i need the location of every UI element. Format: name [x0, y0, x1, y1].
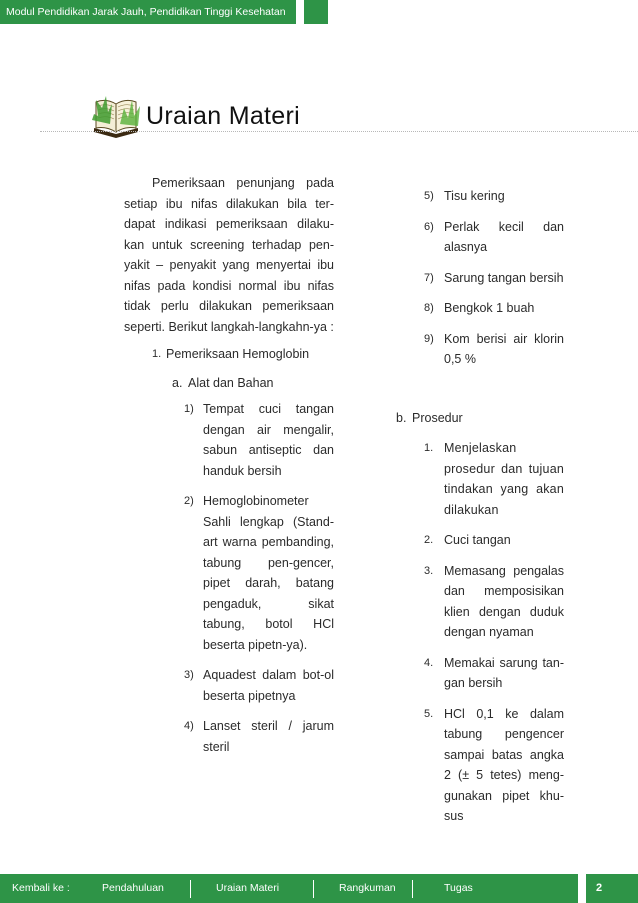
- item-number: 4): [184, 720, 194, 732]
- nav-separator: [190, 880, 191, 898]
- step-number: 2.: [424, 534, 434, 546]
- list-item: [424, 217, 564, 258]
- nav-link-uraian-materi[interactable]: Uraian Materi: [216, 882, 280, 894]
- intro-paragraph: Pemeriksaan penunjang pada setiap ibu nifas dilakukan bila ter-dapat indikasi pemeriksaan dilaku-kan untuk screening terhadap pen-yakit – penyakit yang menyertai ibu nifas pada kondisi normal ibu nifas tidak perlu dilakukan pemeriksaan seperti. Berikut langkah-langkahn-ya :: [124, 176, 334, 334]
- list-item: [424, 186, 564, 207]
- item-number: 1): [184, 403, 194, 415]
- step-text: Memasang pengalas dan memposisikan klien dengan duduk dengan nyaman: [444, 563, 564, 639]
- nav-link-pendahuluan[interactable]: Pendahuluan: [102, 882, 164, 894]
- nav-separator: [313, 880, 314, 898]
- step-text: Memakai sarung tan-gan bersih: [444, 655, 564, 690]
- exam-title: Pemeriksaan Hemoglobin: [166, 347, 310, 361]
- item-number: 8): [424, 302, 434, 314]
- item-number: 5): [424, 190, 434, 202]
- list-item: [184, 716, 334, 757]
- item-text: Perlak kecil dan alasnya: [444, 219, 564, 254]
- nav-separator: [412, 880, 413, 898]
- list-item: [184, 399, 334, 481]
- item-number: 2): [184, 495, 194, 507]
- exam-number: 1.: [152, 348, 162, 360]
- item-text: Aquadest dalam bot-ol beserta pipetnya: [203, 668, 334, 703]
- list-item: [424, 329, 564, 370]
- header-accent-square: [304, 0, 328, 24]
- step-text: HCl 0,1 ke dalam tabung pengencer sampai batas angka 2 (± 5 tetes) meng-gunakan pipet khu-sus: [444, 706, 564, 823]
- materials-title: Alat dan Bahan: [188, 375, 274, 390]
- item-text: Bengkok 1 buah: [444, 301, 535, 315]
- step-number: 1.: [424, 442, 434, 454]
- page-number: 2: [586, 874, 638, 903]
- item-text: Lanset steril / jarum steril: [203, 719, 334, 754]
- step-text: Cuci tangan: [444, 533, 511, 547]
- footer-nav: [0, 874, 638, 903]
- step-number: 5.: [424, 707, 434, 720]
- procedure-heading: [396, 408, 564, 429]
- materials-list-left: [184, 399, 334, 757]
- item-text: Kom berisi air klorin 0,5 %: [444, 331, 564, 366]
- divider: [40, 131, 638, 132]
- item-number: 6): [424, 220, 434, 233]
- list-item: [424, 704, 564, 827]
- list-item: [184, 491, 334, 655]
- procedure-list: [396, 438, 564, 827]
- item-text: Tempat cuci tangan dengan air mengalir, sabun antiseptic dan handuk bersih: [203, 402, 334, 478]
- item-number: 3): [184, 669, 194, 681]
- step-number: 4.: [424, 656, 434, 669]
- item-number: 9): [424, 332, 434, 345]
- list-item: [424, 653, 564, 694]
- list-item: [424, 438, 564, 520]
- nav-link-rangkuman[interactable]: Rangkuman: [339, 882, 396, 894]
- step-text: Menjelaskan prosedur dan tujuan tindakan yang akan dilakukan: [444, 441, 564, 517]
- section-title: Uraian Materi: [146, 101, 300, 130]
- exam-heading: [152, 344, 334, 365]
- left-column: [124, 173, 334, 767]
- procedure-letter: b.: [396, 410, 407, 425]
- list-item: [184, 665, 334, 706]
- materials-heading: [172, 373, 334, 394]
- list-item: [424, 561, 564, 643]
- step-number: 3.: [424, 564, 434, 577]
- item-text: Hemoglobinometer Sahli lengkap (Stand-art warna pembanding, tabung pen-gencer, pipet darah, batang pengaduk, sikat tabung, botol HCl beserta pipetn-ya).: [203, 494, 334, 652]
- back-to-label: Kembali ke :: [12, 882, 70, 894]
- right-column: [396, 186, 564, 837]
- nav-link-tugas[interactable]: Tugas: [444, 882, 473, 894]
- list-item: [424, 268, 564, 289]
- item-text: Sarung tangan bersih: [444, 270, 564, 285]
- materials-letter: a.: [172, 375, 183, 390]
- footer-bar: [0, 874, 578, 903]
- procedure-title: Prosedur: [412, 410, 463, 425]
- module-title: Modul Pendidikan Jarak Jauh, Pendidikan Tinggi Kesehatan: [6, 6, 286, 18]
- list-item: [424, 298, 564, 319]
- item-text: Tisu kering: [444, 189, 505, 203]
- header-bar: [0, 0, 296, 24]
- item-number: 7): [424, 271, 434, 284]
- list-item: [424, 530, 564, 551]
- materials-list-right: [396, 186, 564, 370]
